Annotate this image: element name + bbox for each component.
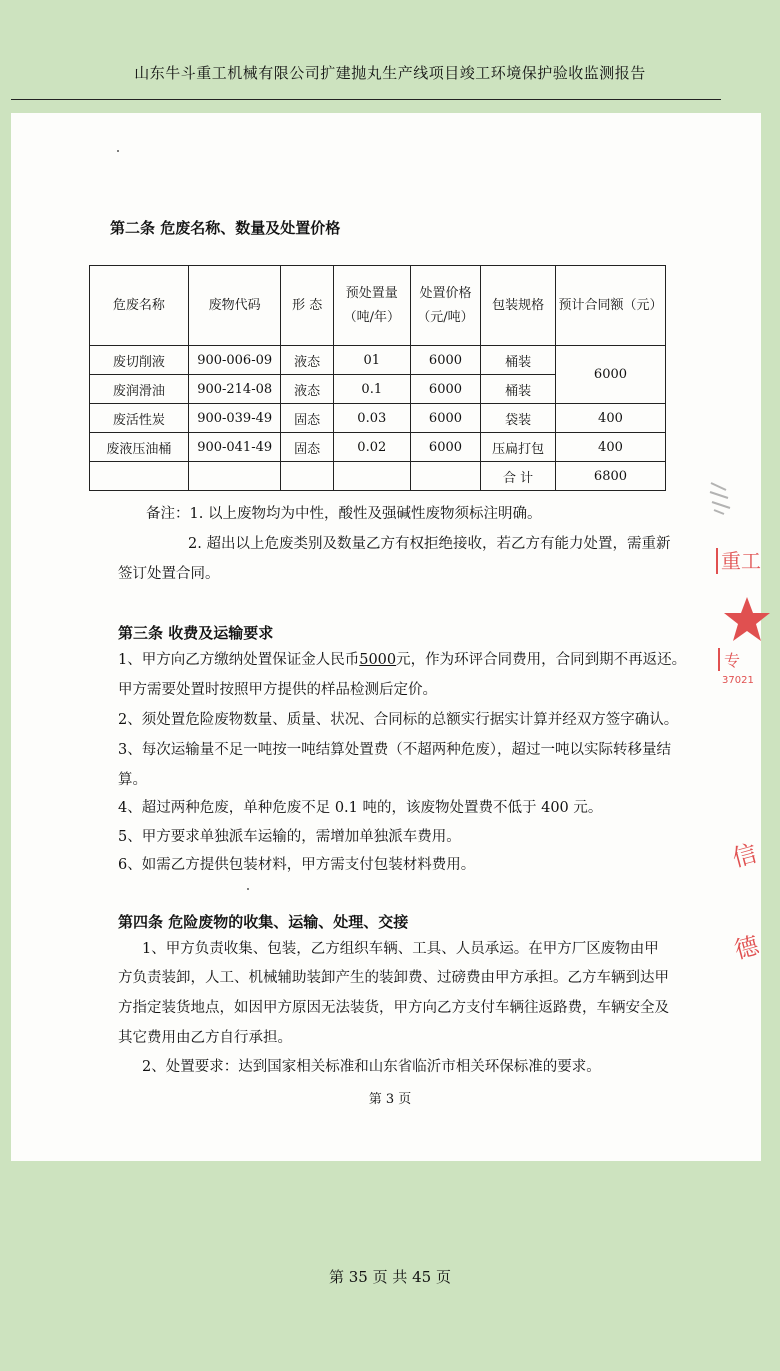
seal-scribble: [706, 478, 736, 518]
handling-para-1-line4: 其它费用由乙方自行承担。: [118, 1030, 292, 1046]
section3-title: 第三条 收费及运输要求: [118, 624, 274, 642]
header-divider: [11, 99, 721, 100]
handling-para-1-line3: 方指定装货地点，如因甲方原因无法装货，甲方向乙方支付车辆往返路费，车辆安全及: [118, 1000, 669, 1016]
seal-star-icon: [722, 595, 772, 645]
total-label: 合 计: [481, 462, 556, 491]
cell-form: 液态: [281, 346, 333, 375]
section4-title: 第四条 危险废物的收集、运输、处理、交接: [118, 913, 409, 931]
cell-code: 900-214-08: [188, 375, 281, 404]
fee-item-1-post: 元，作为环评合同费用，合同到期不再返还。: [396, 652, 687, 668]
cell-empty: [281, 462, 333, 491]
cell-name: 废液压油桶: [90, 433, 189, 462]
fee-item-3-cont: 算。: [118, 772, 147, 788]
inner-page-number: 第 3 页: [368, 1092, 412, 1107]
table-header-row: [90, 266, 666, 346]
outer-page-number: 第 35 页 共 45 页: [328, 1268, 451, 1286]
note-2-cont: 签订处置合同。: [118, 566, 220, 582]
note-2: 2. 超出以上危废类别及数量乙方有权拒绝接收，若乙方有能力处置，需重新: [188, 536, 671, 552]
scan-speck: [247, 888, 249, 890]
fee-item-1-cont: 甲方需要处置时按照甲方提供的样品检测后定价。: [118, 682, 437, 698]
cell-empty: [90, 462, 189, 491]
cell-code: 900-006-09: [188, 346, 281, 375]
col-header-name: 危废名称: [90, 266, 189, 346]
hazardous-waste-table: [89, 265, 666, 491]
cell-amount: 400: [555, 433, 665, 462]
cell-code: 900-039-49: [188, 404, 281, 433]
cell-qty: 0.03: [333, 404, 410, 433]
handling-para-1: 1、甲方负责收集、包装，乙方组织车辆、工具、人员承运。在甲方厂区废物由甲: [142, 941, 659, 957]
col-header-pack: 包装规格: [481, 266, 556, 346]
cell-name: 废润滑油: [90, 375, 189, 404]
cell-pack: 桶装: [481, 346, 556, 375]
cell-qty: 0.1: [333, 375, 410, 404]
fee-item-5: 5、甲方要求单独派车运输的，需增加单独派车费用。: [118, 829, 461, 845]
fee-item-6: 6、如需乙方提供包装材料，甲方需支付包装材料费用。: [118, 857, 476, 873]
fee-item-4: 4、超过两种危废，单种危废不足 0.1 吨的，该废物处置费不低于 400 元。: [118, 800, 603, 816]
fee-item-1-pre: 1、甲方向乙方缴纳处置保证金人民币: [118, 652, 360, 668]
cell-price: 6000: [410, 375, 481, 404]
cell-pack: 桶装: [481, 375, 556, 404]
cell-empty: [188, 462, 281, 491]
col-header-code: 废物代码: [188, 266, 281, 346]
cell-empty: [333, 462, 410, 491]
cell-form: 固态: [281, 433, 333, 462]
col-header-qty: 预处置量 （吨/年）: [333, 266, 410, 346]
deposit-amount: 5000: [359, 652, 397, 668]
table-row: [90, 346, 666, 375]
col-header-price: 处置价格 （元/吨）: [410, 266, 481, 346]
table-total-row: [90, 462, 666, 491]
seal-text-2: 专: [718, 648, 740, 671]
fee-item-1: [118, 646, 686, 674]
col-header-form: 形 态: [281, 266, 333, 346]
cell-code: 900-041-49: [188, 433, 281, 462]
cell-price: 6000: [410, 433, 481, 462]
report-header-title: 山东牛斗重工机械有限公司扩建抛丸生产线项目竣工环境保护验收监测报告: [134, 64, 646, 82]
cell-name: 废切削液: [90, 346, 189, 375]
handling-para-2: 2、处置要求：达到国家相关标准和山东省临沂市相关环保标准的要求。: [142, 1059, 601, 1075]
total-value: 6800: [555, 462, 665, 491]
cell-pack: 袋装: [481, 404, 556, 433]
cell-name: 废活性炭: [90, 404, 189, 433]
table-row: [90, 404, 666, 433]
cell-empty: [410, 462, 481, 491]
cell-price: 6000: [410, 404, 481, 433]
seal-text-1: 重工: [716, 548, 761, 574]
note-1: 备注：1. 以上废物均为中性，酸性及强碱性废物须标注明确。: [146, 506, 542, 522]
cell-form: 固态: [281, 404, 333, 433]
fee-item-2: 2、须处置危险废物数量、质量、状况、合同标的总额实行据实计算并经双方签字确认。: [118, 712, 679, 728]
handling-para-1-line2: 方负责装卸，人工、机械辅助装卸产生的装卸费、过磅费由甲方承担。乙方车辆到达甲: [118, 970, 669, 986]
cell-amount: 6000: [555, 346, 665, 404]
section2-title: 第二条 危废名称、数量及处置价格: [110, 219, 341, 237]
scan-speck: [117, 150, 119, 152]
cell-pack: 压扁打包: [481, 433, 556, 462]
fee-item-3: 3、每次运输量不足一吨按一吨结算处置费（不超两种危废），超过一吨以实际转移量结: [118, 742, 671, 758]
cell-qty: 0.02: [333, 433, 410, 462]
table-row: [90, 433, 666, 462]
cell-form: 液态: [281, 375, 333, 404]
seal-code: 37021: [722, 675, 754, 686]
cell-amount: 400: [555, 404, 665, 433]
cell-price: 6000: [410, 346, 481, 375]
seal-text-3: 信: [729, 839, 760, 873]
seal-text-4: 德: [731, 931, 762, 965]
cell-qty: 01: [333, 346, 410, 375]
col-header-amount: 预计合同额（元）: [555, 266, 665, 346]
